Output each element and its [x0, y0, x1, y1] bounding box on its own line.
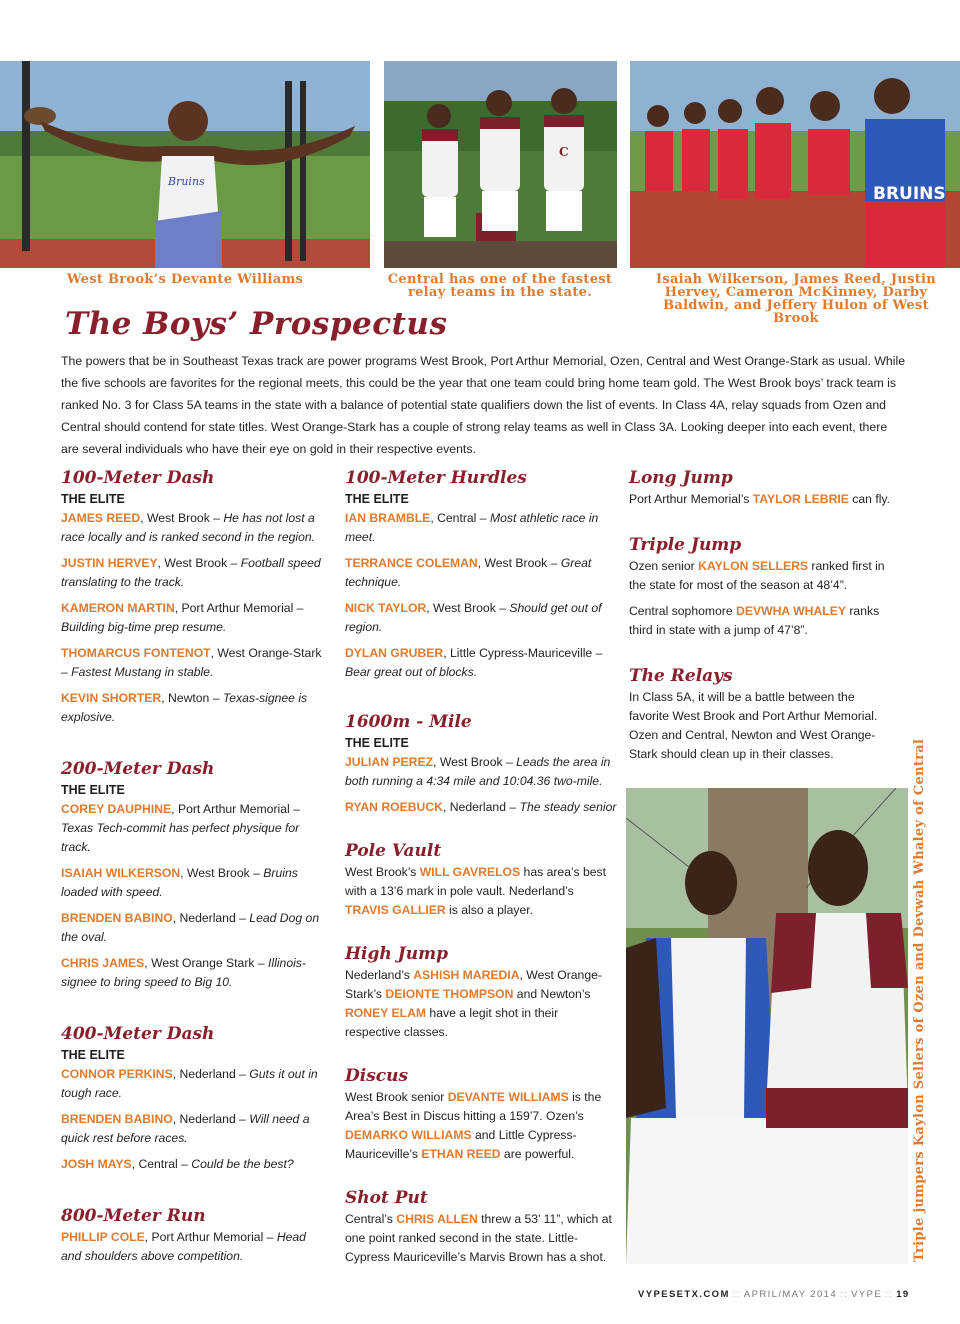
event-paragraph: [629, 557, 897, 595]
section-title: Shot Put: [345, 1188, 428, 1208]
elite-label: THE ELITE: [345, 736, 409, 750]
athlete-note: Texas-signee is explosive.: [61, 691, 308, 724]
athlete-name: ISAIAH WILKERSON: [61, 866, 181, 880]
text: can fly.: [848, 492, 890, 506]
athlete-entry: [345, 554, 617, 592]
section-title: The Relays: [629, 666, 733, 686]
athlete-school: , Central –: [131, 1157, 192, 1171]
athlete-note: Will need a quick rest before races.: [61, 1112, 310, 1145]
athlete-name: KAYLON SELLERS: [698, 559, 809, 573]
column-2: [345, 468, 617, 1274]
athlete-school: , Newton –: [161, 691, 223, 705]
athlete-note: Most athletic race in meet.: [345, 511, 599, 544]
athlete-name: JULIAN PEREZ: [345, 755, 434, 769]
separator: ::: [840, 1289, 849, 1300]
event-paragraph: [629, 490, 897, 509]
section-title: High Jump: [345, 944, 448, 964]
section-title: 400-Meter Dash: [61, 1024, 215, 1044]
athlete-name: ETHAN REED: [421, 1147, 501, 1161]
athlete-school: , West Brook –: [140, 511, 224, 525]
text: West Brook senior: [345, 1090, 448, 1104]
section-discus: [345, 1066, 617, 1164]
athlete-school: , West Brook –: [477, 556, 561, 570]
athlete-note: Bear great out of blocks.: [345, 665, 478, 679]
athlete-name: TRAVIS GALLIER: [345, 903, 446, 917]
event-paragraph: In Class 5A, it will be a battle between the favorite West Brook and Port Arthur Memorial. Ozen and Central, Newton and West Orange-Stark should clean up in their classes.: [629, 690, 878, 761]
athlete-entry: [61, 1155, 326, 1174]
text: West Brook’s: [345, 865, 420, 879]
athlete-name: RONEY ELAM: [345, 1006, 427, 1020]
text: Port Arthur Memorial’s: [629, 492, 753, 506]
section-800m-run: [61, 1206, 326, 1266]
central-logo: C: [559, 145, 569, 159]
text: have a legit shot in their respective classes.: [345, 1006, 559, 1039]
section-400m-dash: [61, 1024, 326, 1174]
text: has area’s best with a 13’6 mark in pole vault. Nederland’s: [345, 865, 606, 898]
athlete-name: DEVANTE WILLIAMS: [447, 1090, 569, 1104]
page-number: 19: [896, 1289, 910, 1300]
athlete-entry: [61, 509, 326, 547]
athlete-name: ASHISH MAREDIA: [413, 968, 520, 982]
section-title: Long Jump: [629, 468, 733, 488]
event-paragraph: [345, 1088, 617, 1164]
athlete-note: The steady senior: [519, 800, 617, 814]
page-footer: [638, 1289, 910, 1300]
section-title: 1600m - Mile: [345, 712, 472, 732]
athlete-entry: [345, 644, 617, 682]
text: Central sophomore: [629, 604, 737, 618]
athlete-note: Great technique.: [345, 556, 592, 589]
section-title: Triple Jump: [629, 535, 742, 555]
section-title: 800-Meter Run: [61, 1206, 206, 1226]
footer-brand: VYPE: [851, 1289, 883, 1300]
athlete-name: KAMERON MARTIN: [61, 601, 175, 615]
section-long-jump: [629, 468, 897, 509]
athlete-name: RYAN ROEBUCK: [345, 800, 443, 814]
athlete-entry: [61, 954, 326, 992]
athlete-school: , Little Cypress-Mauriceville –: [443, 646, 603, 660]
athlete-note: Football speed translating to the track.: [61, 556, 321, 589]
section-1600m-mile: [345, 712, 617, 817]
section-200m-dash: [61, 759, 326, 992]
section-title: Pole Vault: [345, 841, 442, 861]
section-triple-jump: [629, 535, 897, 640]
text: ranks third in state with a jump of 47’8”.: [629, 604, 880, 637]
section-100m-dash: [61, 468, 326, 727]
athlete-note: Leads the area in both running a 4:34 mile and 10:04.36 two-mile.: [345, 755, 611, 788]
athlete-school: , Port Arthur Memorial –: [171, 802, 300, 816]
athlete-name: DEVWHA WHALEY: [736, 604, 846, 618]
section-title: Discus: [345, 1066, 409, 1086]
athlete-note: Texas Tech-commit has perfect physique for track.: [61, 821, 300, 854]
athlete-name: BRENDEN BABINO: [61, 911, 173, 925]
athlete-note: Guts it out in tough race.: [61, 1067, 318, 1100]
text: , West Orange-Stark’s: [345, 968, 602, 1001]
athlete-school: , Nederland –: [172, 1112, 250, 1126]
central-logo: C: [868, 947, 883, 968]
athlete-entry: [61, 554, 326, 592]
athlete-note: Bruins loaded with speed.: [61, 866, 298, 899]
event-paragraph: [629, 602, 897, 640]
athlete-name: WILL GAVRELOS: [419, 865, 521, 879]
athlete-entry: [345, 509, 617, 547]
athlete-name: BRENDEN BABINO: [61, 1112, 173, 1126]
section-pole-vault: [345, 841, 617, 920]
athlete-entry: [61, 644, 326, 682]
text: Nederland’s: [345, 968, 414, 982]
footer-issue: APRIL/MAY 2014: [743, 1289, 838, 1300]
athlete-school: , Port Arthur Memorial –: [174, 601, 304, 615]
section-high-jump: [345, 944, 617, 1042]
athlete-name: CONNOR PERKINS: [61, 1067, 173, 1081]
athlete-name: TERRANCE COLEMAN: [345, 556, 478, 570]
athlete-school: , West Brook –: [433, 755, 517, 769]
intro-paragraph: The powers that be in Southeast Texas track are power programs West Brook, Port Arthur Memorial, Ozen, Central and West Orange-Stark as usual. While the five schools are favorites for the regional meets, this could be the year that one team could bring home team gold. The West Brook boys’ track team is ranked No. 3 for Class 5A teams in the state with a balance of potential state qualifiers down the list of events. In Class 4A, relay squads from Ozen and Central should contend for state titles. West Orange-Stark has a couple of strong relay teams as well in Class 3A. Looking deeper into each event, there are several individuals who have their eye on gold in their respective events.: [61, 354, 906, 456]
text: Central’s: [345, 1212, 397, 1226]
vertical-photo-caption: Triple jumpers Kaylon Sellers of Ozen and Devwah Whaley of Central: [912, 738, 927, 1262]
text: ranked first in the state for most of the season at 48’4”.: [629, 559, 885, 592]
athlete-school: , West Brook –: [426, 601, 510, 615]
athlete-name: CHRIS ALLEN: [396, 1212, 478, 1226]
athlete-name: JOSH MAYS: [61, 1157, 132, 1171]
athlete-school: , Central –: [430, 511, 490, 525]
athlete-note: Head and shoulders above competition.: [61, 1230, 306, 1263]
athlete-note: Lead Dog on the oval.: [61, 911, 320, 944]
section-title: 200-Meter Dash: [61, 759, 215, 779]
text: are powerful.: [500, 1147, 575, 1161]
text: and Little Cypress-Mauriceville’s: [345, 1128, 577, 1161]
page-headline: The Boys’ Prospectus: [65, 306, 448, 342]
section-100m-hurdles: [345, 468, 617, 682]
athlete-school: , Nederland –: [172, 1067, 250, 1081]
athlete-entry: [345, 599, 617, 637]
separator: ::: [732, 1289, 741, 1300]
athlete-school: , Port Arthur Memorial –: [144, 1230, 277, 1244]
elite-label: THE ELITE: [61, 783, 125, 797]
athlete-name: JAMES REED: [61, 511, 141, 525]
event-paragraph: [345, 1210, 617, 1267]
athlete-school: , Nederland –: [172, 911, 250, 925]
athlete-note: Fastest Mustang in stable.: [71, 665, 214, 679]
athlete-name: COREY DAUPHINE: [61, 802, 172, 816]
column-3: [629, 468, 897, 771]
athlete-note: Could be the best?: [191, 1157, 294, 1171]
athlete-school: , West Orange-Stark –: [61, 646, 322, 679]
photo-central-relay: [384, 61, 617, 268]
photo-caption-1: West Brook’s Devante Williams: [66, 272, 304, 287]
athlete-name: IAN BRAMBLE: [345, 511, 431, 525]
athlete-entry: [61, 1065, 326, 1103]
athlete-school: , West Orange Stark –: [144, 956, 269, 970]
athlete-note: He has not lost a race locally and is ranked second in the region.: [61, 511, 316, 544]
athlete-name: KEVIN SHORTER: [61, 691, 162, 705]
footer-site: VYPESETX.COM: [638, 1289, 730, 1300]
athlete-entry: [345, 798, 617, 817]
athlete-name: DYLAN GRUBER: [345, 646, 444, 660]
athlete-entry: [61, 599, 326, 637]
text: is the Area’s Best in Discus hitting a 159’7. Ozen’s: [345, 1090, 602, 1123]
athlete-note: Illinois-signee to bring speed to Big 10.: [61, 956, 306, 989]
column-1: [61, 468, 326, 1273]
text: threw a 53’ 11”, which at one point ranked second in the state. Little-Cypress Mauriceville’s Marvis Brown has a shot.: [345, 1212, 612, 1264]
athlete-entry: [61, 909, 326, 947]
section-relays: [629, 666, 897, 764]
athlete-name: DEMARKO WILLIAMS: [345, 1128, 472, 1142]
athlete-note: Building big-time prep resume.: [61, 620, 227, 634]
athlete-entry: [61, 1228, 326, 1266]
athlete-school: , West Brook –: [180, 866, 264, 880]
event-paragraph: [345, 863, 617, 920]
photo-caption-2: Central has one of the fastest relay teams in the state.: [387, 272, 613, 300]
athlete-name: TAYLOR LEBRIE: [752, 492, 849, 506]
photo-caption-3: Isaiah Wilkerson, James Reed, Justin Hervey, Cameron McKinney, Darby Baldwin, and Jeffery Hulon of West Brook: [655, 272, 937, 326]
athlete-entry: [61, 1110, 326, 1148]
event-paragraph: [345, 966, 617, 1042]
athlete-entry: [61, 864, 326, 902]
athlete-school: , West Brook –: [157, 556, 241, 570]
athlete-name: CHRIS JAMES: [61, 956, 145, 970]
athlete-name: DEIONTE THOMPSON: [385, 987, 514, 1001]
athlete-entry: [61, 800, 326, 857]
text: Ozen senior: [629, 559, 699, 573]
text: is also a player.: [445, 903, 534, 917]
photo-triple-jumpers: [626, 788, 908, 1264]
section-title: 100-Meter Dash: [61, 468, 215, 488]
athlete-name: JUSTIN HERVEY: [61, 556, 158, 570]
athlete-entry: [345, 753, 617, 791]
text: and Newton’s: [513, 987, 591, 1001]
photo-west-brook-relay: [630, 61, 960, 268]
athlete-note: Should get out of region.: [345, 601, 602, 634]
photo-devante-williams: [0, 61, 370, 268]
athlete-name: NICK TAYLOR: [345, 601, 427, 615]
section-title: 100-Meter Hurdles: [345, 468, 527, 488]
bruins-jersey-text-block: BRUINS: [873, 184, 946, 204]
elite-label: THE ELITE: [345, 492, 409, 506]
elite-label: THE ELITE: [61, 1048, 125, 1062]
elite-label: THE ELITE: [61, 492, 125, 506]
section-shot-put: [345, 1188, 617, 1267]
athlete-entry: [61, 689, 326, 727]
athlete-school: , Nederland –: [442, 800, 520, 814]
bruins-jersey-text: Bruins: [168, 175, 205, 188]
athlete-name: THOMARCUS FONTENOT: [61, 646, 211, 660]
athlete-name: PHILLIP COLE: [61, 1230, 145, 1244]
separator: ::: [885, 1289, 894, 1300]
